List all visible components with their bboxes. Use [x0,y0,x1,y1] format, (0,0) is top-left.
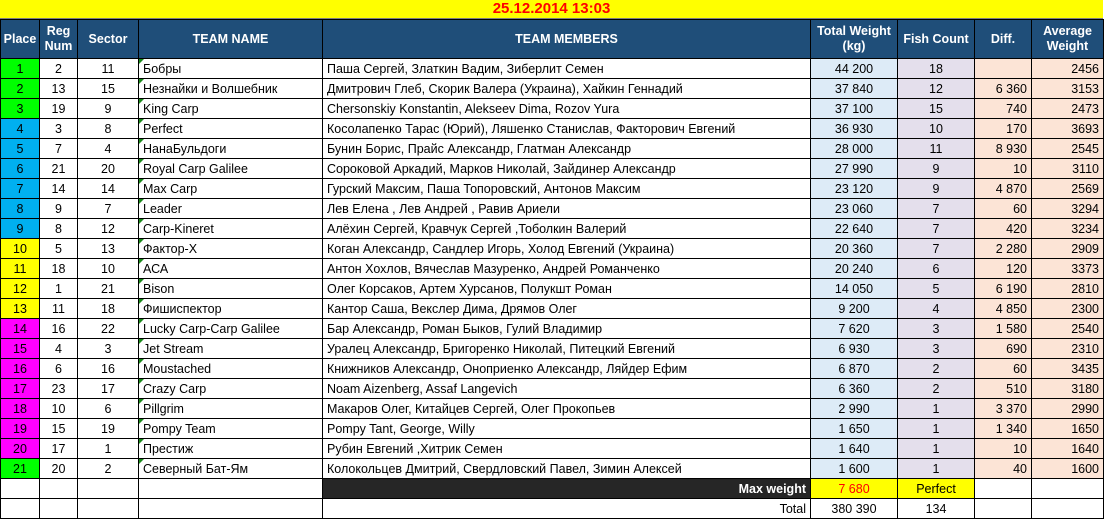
average-weight-cell[interactable]: 2310 [1032,339,1104,359]
sector-cell[interactable]: 4 [78,139,139,159]
diff-cell[interactable]: 60 [975,199,1032,219]
header-total-weight[interactable]: Total Weight (kg) [811,20,898,59]
fish-count-cell[interactable]: 1 [898,439,975,459]
team-members-cell[interactable]: Макаров Олег, Китайцев Сергей, Олег Прокопьев [323,399,811,419]
fish-count-cell[interactable]: 1 [898,459,975,479]
header-row [1,20,1104,59]
total-weight-cell[interactable]: 23 060 [811,199,898,219]
table-row [1,239,1104,259]
sector-cell[interactable]: 10 [78,259,139,279]
comment-marker-icon [139,139,144,144]
team-members-cell[interactable]: Рубин Евгений ,Хитрик Семен [323,439,811,459]
place-cell[interactable]: 14 [1,319,40,339]
reg-num-cell[interactable]: 8 [40,219,78,239]
table-row [1,199,1104,219]
comment-marker-icon [139,79,144,84]
diff-cell[interactable]: 4 870 [975,179,1032,199]
fish-count-cell[interactable]: 1 [898,399,975,419]
sector-cell[interactable]: 8 [78,119,139,139]
team-members-cell[interactable]: Chersonskiy Konstantin, Alekseev Dima, Rozov Yura [323,99,811,119]
fish-count-cell[interactable]: 2 [898,359,975,379]
table-row [1,439,1104,459]
fish-count-cell[interactable]: 3 [898,339,975,359]
diff-cell[interactable]: 10 [975,439,1032,459]
header-place[interactable]: Place [1,20,40,59]
team-name-cell[interactable]: Северный Бат-Ям [139,459,323,479]
team-members-cell[interactable]: Сороковой Аркадий, Марков Николай, Зайдинер Александр [323,159,811,179]
diff-cell[interactable]: 510 [975,379,1032,399]
team-name-cell[interactable]: АСА [139,259,323,279]
sector-cell[interactable]: 20 [78,159,139,179]
total-weight-cell[interactable]: 1 640 [811,439,898,459]
reg-num-cell[interactable]: 6 [40,359,78,379]
diff-cell[interactable]: 3 370 [975,399,1032,419]
diff-cell[interactable]: 740 [975,99,1032,119]
reg-num-cell[interactable]: 21 [40,159,78,179]
reg-num-cell[interactable]: 19 [40,99,78,119]
date-title: 25.12.2014 13:03 [0,0,1103,19]
reg-num-cell[interactable]: 14 [40,179,78,199]
team-name-cell[interactable]: НанаБульдоги [139,139,323,159]
team-name-cell[interactable]: Max Carp [139,179,323,199]
fish-count-cell[interactable]: 2 [898,379,975,399]
team-name-cell[interactable]: Фишиспектор [139,299,323,319]
blank-cell[interactable] [1,479,40,499]
team-name-cell[interactable]: Jet Stream [139,339,323,359]
average-weight-cell[interactable]: 3153 [1032,79,1104,99]
blank-cell[interactable] [40,499,78,519]
blank-cell[interactable] [139,479,323,499]
average-weight-cell[interactable]: 3693 [1032,119,1104,139]
table-row [1,59,1104,79]
comment-marker-icon [139,299,144,304]
total-weight-cell[interactable]: 6 930 [811,339,898,359]
average-weight-cell[interactable]: 3373 [1032,259,1104,279]
team-name-cell[interactable]: Бобры [139,59,323,79]
place-cell[interactable]: 4 [1,119,40,139]
place-cell[interactable]: 11 [1,259,40,279]
diff-cell[interactable]: 170 [975,119,1032,139]
comment-marker-icon [139,159,144,164]
total-weight-cell[interactable]: 6 360 [811,379,898,399]
sector-cell[interactable]: 9 [78,99,139,119]
reg-num-cell[interactable]: 20 [40,459,78,479]
comment-marker-icon [139,259,144,264]
total-weight-cell[interactable]: 20 240 [811,259,898,279]
average-weight-cell[interactable]: 2545 [1032,139,1104,159]
team-members-cell[interactable]: Алёхин Сергей, Кравчук Сергей ,Тоболкин Валерий [323,219,811,239]
average-weight-cell[interactable]: 1600 [1032,459,1104,479]
team-name-cell[interactable]: Престиж [139,439,323,459]
total-weight-cell[interactable]: 1 650 [811,419,898,439]
place-cell[interactable]: 6 [1,159,40,179]
average-weight-cell[interactable]: 2990 [1032,399,1104,419]
team-name-cell[interactable]: King Carp [139,99,323,119]
team-members-cell[interactable]: Гурский Максим, Паша Топоровский, Антонов Максим [323,179,811,199]
fish-count-cell[interactable]: 18 [898,59,975,79]
table-row [1,99,1104,119]
blank-cell[interactable] [78,479,139,499]
average-weight-cell[interactable]: 3435 [1032,359,1104,379]
table-row [1,459,1104,479]
place-cell[interactable]: 15 [1,339,40,359]
average-weight-cell[interactable]: 3180 [1032,379,1104,399]
fish-count-cell[interactable]: 9 [898,159,975,179]
table-row [1,399,1104,419]
team-name-cell[interactable]: Moustached [139,359,323,379]
reg-num-cell[interactable]: 2 [40,59,78,79]
table-row [1,139,1104,159]
team-members-cell[interactable]: Уралец Александр, Бригоренко Николай, Питецкий Евгений [323,339,811,359]
reg-num-cell[interactable]: 11 [40,299,78,319]
fish-count-cell[interactable]: 11 [898,139,975,159]
fish-count-cell[interactable]: 7 [898,239,975,259]
total-weight-cell[interactable]: 20 360 [811,239,898,259]
team-members-cell[interactable]: Коган Александр, Сандлер Игорь, Холод Евгений (Украина) [323,239,811,259]
diff-cell[interactable]: 690 [975,339,1032,359]
fish-count-cell[interactable]: 10 [898,119,975,139]
average-weight-cell[interactable]: 2810 [1032,279,1104,299]
place-cell[interactable]: 8 [1,199,40,219]
comment-marker-icon [139,59,144,64]
reg-num-cell[interactable]: 23 [40,379,78,399]
place-cell[interactable]: 13 [1,299,40,319]
comment-marker-icon [139,459,144,464]
reg-num-cell[interactable]: 18 [40,259,78,279]
sector-cell[interactable]: 6 [78,399,139,419]
max-weight-value[interactable]: 7 680 [811,479,898,499]
total-fish-value[interactable]: 134 [898,499,975,519]
diff-cell[interactable]: 10 [975,159,1032,179]
team-name-cell[interactable]: Фактор-Х [139,239,323,259]
fish-count-cell[interactable]: 7 [898,199,975,219]
sector-cell[interactable]: 12 [78,219,139,239]
table-row [1,379,1104,399]
fish-count-cell[interactable]: 12 [898,79,975,99]
average-weight-cell[interactable]: 2456 [1032,59,1104,79]
comment-marker-icon [139,219,144,224]
blank-cell[interactable] [139,499,323,519]
header-reg-num[interactable]: Reg Num [40,20,78,59]
average-weight-cell[interactable]: 1650 [1032,419,1104,439]
diff-cell[interactable] [975,59,1032,79]
team-members-cell[interactable]: Дмитрович Глеб, Скорик Валера (Украина), Хайкин Геннадий [323,79,811,99]
total-weight-cell[interactable]: 22 640 [811,219,898,239]
blank-cell[interactable] [975,479,1032,499]
table-row [1,79,1104,99]
comment-marker-icon [139,419,144,424]
place-cell[interactable]: 17 [1,379,40,399]
header-sector[interactable]: Sector [78,20,139,59]
diff-cell[interactable]: 420 [975,219,1032,239]
comment-marker-icon [139,279,144,284]
comment-marker-icon [139,99,144,104]
place-cell[interactable]: 21 [1,459,40,479]
sector-cell[interactable]: 22 [78,319,139,339]
reg-num-cell[interactable]: 1 [40,279,78,299]
team-name-cell[interactable]: Carp-Kineret [139,219,323,239]
total-weight-value[interactable]: 380 390 [811,499,898,519]
table-row [1,299,1104,319]
fish-count-cell[interactable]: 5 [898,279,975,299]
average-weight-cell[interactable]: 3234 [1032,219,1104,239]
team-members-cell[interactable]: Книжников Александр, Оноприенко Александр, Ляйдер Ефим [323,359,811,379]
diff-cell[interactable]: 6 360 [975,79,1032,99]
total-weight-cell[interactable]: 6 870 [811,359,898,379]
comment-marker-icon [139,199,144,204]
total-weight-cell[interactable]: 14 050 [811,279,898,299]
average-weight-cell[interactable]: 2540 [1032,319,1104,339]
max-weight-team[interactable]: Perfect [898,479,975,499]
total-weight-cell[interactable]: 44 200 [811,59,898,79]
table-row [1,259,1104,279]
reg-num-cell[interactable]: 16 [40,319,78,339]
comment-marker-icon [139,339,144,344]
blank-cell[interactable] [40,479,78,499]
place-cell[interactable]: 19 [1,419,40,439]
fish-count-cell[interactable]: 9 [898,179,975,199]
team-name-cell[interactable]: Lucky Carp-Carp Galilee [139,319,323,339]
table-row [1,119,1104,139]
average-weight-cell[interactable]: 3294 [1032,199,1104,219]
comment-marker-icon [139,119,144,124]
team-name-cell[interactable]: Crazy Carp [139,379,323,399]
average-weight-cell[interactable]: 2300 [1032,299,1104,319]
place-cell[interactable]: 12 [1,279,40,299]
average-weight-cell[interactable]: 2473 [1032,99,1104,119]
diff-cell[interactable]: 40 [975,459,1032,479]
reg-num-cell[interactable]: 10 [40,399,78,419]
diff-cell[interactable]: 1 580 [975,319,1032,339]
sector-cell[interactable]: 7 [78,199,139,219]
average-weight-cell[interactable]: 3110 [1032,159,1104,179]
max-weight-row [1,479,1104,499]
team-name-cell[interactable]: Perfect [139,119,323,139]
total-weight-cell[interactable]: 1 600 [811,459,898,479]
team-members-cell[interactable]: Лев Елена , Лев Андрей , Равив Ариели [323,199,811,219]
diff-cell[interactable]: 60 [975,359,1032,379]
max-weight-label[interactable]: Max weight [323,479,811,499]
sector-cell[interactable]: 1 [78,439,139,459]
team-name-cell[interactable]: Pompy Team [139,419,323,439]
team-name-cell[interactable]: Royal Carp Galilee [139,159,323,179]
comment-marker-icon [139,399,144,404]
table-row [1,219,1104,239]
diff-cell[interactable]: 8 930 [975,139,1032,159]
blank-cell[interactable] [78,499,139,519]
header-team-members[interactable]: TEAM MEMBERS [323,20,811,59]
sector-cell[interactable]: 21 [78,279,139,299]
total-weight-cell[interactable]: 9 200 [811,299,898,319]
sector-cell[interactable]: 13 [78,239,139,259]
team-members-cell[interactable]: Бар Александр, Роман Быков, Гулий Владимир [323,319,811,339]
average-weight-cell[interactable]: 2569 [1032,179,1104,199]
fish-count-cell[interactable]: 6 [898,259,975,279]
header-diff[interactable]: Diff. [975,20,1032,59]
sector-cell[interactable]: 17 [78,379,139,399]
comment-marker-icon [139,379,144,384]
total-weight-cell[interactable]: 37 840 [811,79,898,99]
fish-count-cell[interactable]: 4 [898,299,975,319]
fish-count-cell[interactable]: 3 [898,319,975,339]
sector-cell[interactable]: 19 [78,419,139,439]
team-members-cell[interactable]: Noam Aizenberg, Assaf Langevich [323,379,811,399]
total-weight-cell[interactable]: 7 620 [811,319,898,339]
fish-count-cell[interactable]: 1 [898,419,975,439]
fish-count-cell[interactable]: 15 [898,99,975,119]
reg-num-cell[interactable]: 9 [40,199,78,219]
team-members-cell[interactable]: Антон Хохлов, Вячеслав Мазуренко, Андрей Романченко [323,259,811,279]
reg-num-cell[interactable]: 7 [40,139,78,159]
table-row [1,419,1104,439]
blank-cell[interactable] [1032,499,1104,519]
header-team-name[interactable]: TEAM NAME [139,20,323,59]
table-row [1,319,1104,339]
team-members-cell[interactable]: Кантор Саша, Векслер Дима, Дрямов Олег [323,299,811,319]
diff-cell[interactable]: 1 340 [975,419,1032,439]
comment-marker-icon [139,359,144,364]
reg-num-cell[interactable]: 15 [40,419,78,439]
sector-cell[interactable]: 15 [78,79,139,99]
place-cell[interactable]: 10 [1,239,40,259]
comment-marker-icon [139,179,144,184]
place-cell[interactable]: 16 [1,359,40,379]
results-table [0,19,1104,519]
blank-cell[interactable] [1,499,40,519]
header-fish-count[interactable]: Fish Count [898,20,975,59]
team-members-cell[interactable]: Колокольцев Дмитрий, Свердловский Павел, Зимин Алексей [323,459,811,479]
total-weight-cell[interactable]: 36 930 [811,119,898,139]
team-name-cell[interactable]: Leader [139,199,323,219]
header-average-weight[interactable]: Average Weight [1032,20,1104,59]
total-weight-cell[interactable]: 2 990 [811,399,898,419]
total-weight-cell[interactable]: 37 100 [811,99,898,119]
reg-num-cell[interactable]: 4 [40,339,78,359]
table-row [1,159,1104,179]
table-row [1,359,1104,379]
total-weight-cell[interactable]: 27 990 [811,159,898,179]
diff-cell[interactable]: 120 [975,259,1032,279]
place-cell[interactable]: 7 [1,179,40,199]
reg-num-cell[interactable]: 17 [40,439,78,459]
average-weight-cell[interactable]: 1640 [1032,439,1104,459]
total-weight-cell[interactable]: 28 000 [811,139,898,159]
place-cell[interactable]: 1 [1,59,40,79]
reg-num-cell[interactable]: 3 [40,119,78,139]
diff-cell[interactable]: 2 280 [975,239,1032,259]
sector-cell[interactable]: 16 [78,359,139,379]
comment-marker-icon [139,439,144,444]
total-row [1,499,1104,519]
team-members-cell[interactable]: Паша Сергей, Златкин Вадим, Зиберлит Семен [323,59,811,79]
blank-cell[interactable] [1032,479,1104,499]
average-weight-cell[interactable]: 2909 [1032,239,1104,259]
place-cell[interactable]: 20 [1,439,40,459]
blank-cell[interactable] [975,499,1032,519]
reg-num-cell[interactable]: 5 [40,239,78,259]
place-cell[interactable]: 3 [1,99,40,119]
diff-cell[interactable]: 4 850 [975,299,1032,319]
team-members-cell[interactable]: Олег Корсаков, Артем Хурсанов, Полукшт Роман [323,279,811,299]
sector-cell[interactable]: 2 [78,459,139,479]
table-row [1,339,1104,359]
place-cell[interactable]: 2 [1,79,40,99]
total-weight-cell[interactable]: 23 120 [811,179,898,199]
place-cell[interactable]: 5 [1,139,40,159]
team-members-cell[interactable]: Бунин Борис, Прайс Александр, Глатман Александр [323,139,811,159]
comment-marker-icon [139,239,144,244]
team-name-cell[interactable]: Bison [139,279,323,299]
reg-num-cell[interactable]: 13 [40,79,78,99]
fish-count-cell[interactable]: 7 [898,219,975,239]
sector-cell[interactable]: 18 [78,299,139,319]
team-members-cell[interactable]: Pompy Tant, George, Willy [323,419,811,439]
diff-cell[interactable]: 6 190 [975,279,1032,299]
sector-cell[interactable]: 14 [78,179,139,199]
team-name-cell[interactable]: Pillgrim [139,399,323,419]
total-label[interactable]: Total [323,499,811,519]
table-row [1,179,1104,199]
team-name-cell[interactable]: Незнайки и Волшебник [139,79,323,99]
team-members-cell[interactable]: Косолапенко Тарас (Юрий), Ляшенко Станислав, Факторович Евгений [323,119,811,139]
comment-marker-icon [139,319,144,324]
place-cell[interactable]: 18 [1,399,40,419]
table-row [1,279,1104,299]
sector-cell[interactable]: 3 [78,339,139,359]
sector-cell[interactable]: 11 [78,59,139,79]
place-cell[interactable]: 9 [1,219,40,239]
